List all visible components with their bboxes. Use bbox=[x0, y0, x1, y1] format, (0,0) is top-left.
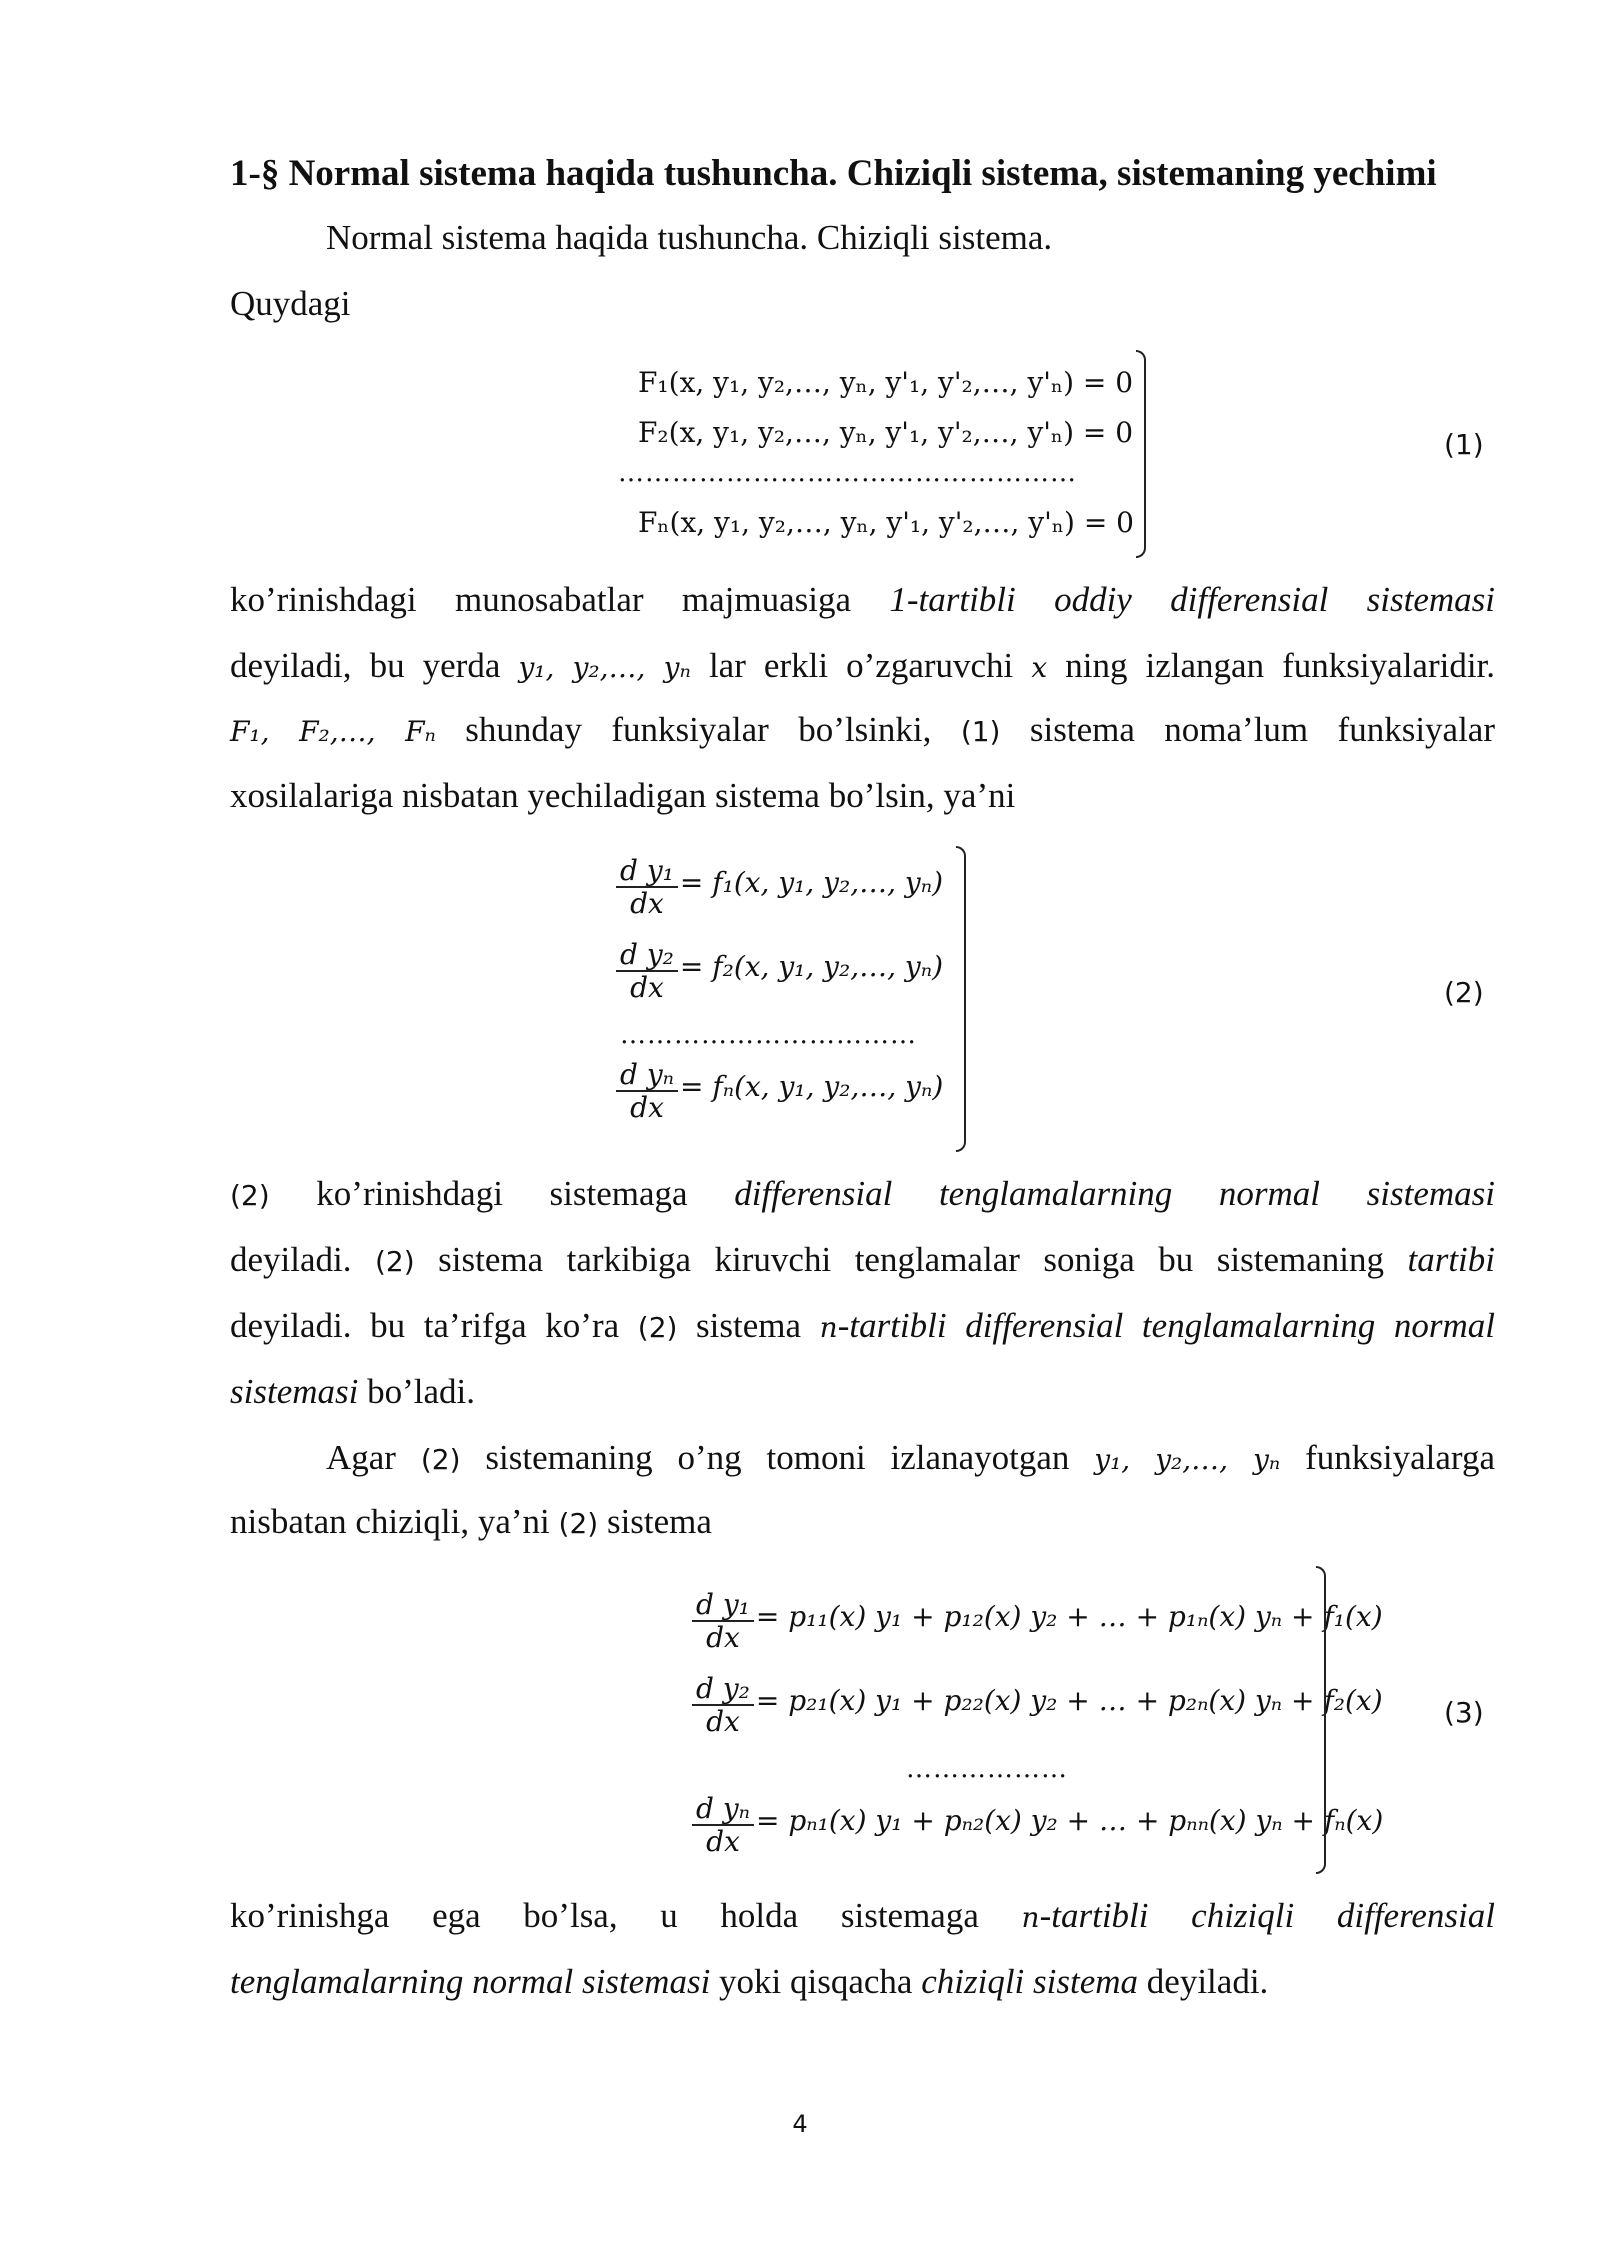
p1-l1-text: ko’rinishdagi munosabatlar majmuasiga bbox=[230, 580, 851, 619]
p4-l1-term: -tartibli chiziqli differensial bbox=[1039, 1896, 1496, 1935]
p3-l1-text-c: funksiyalarga bbox=[1305, 1438, 1495, 1477]
p2-line-2 bbox=[230, 1240, 1495, 1280]
p2-line-4 bbox=[230, 1372, 475, 1412]
subheading: Normal sistema haqida tushuncha. Chiziqli sistema. bbox=[326, 218, 1053, 257]
eq3-den-n: dx bbox=[706, 1825, 740, 1859]
p4-line-2 bbox=[230, 1962, 1268, 2002]
eq3-rhs-2: = p₂₁(x) y₁ + p₂₂(x) y₂ + … + p₂ₙ(x) yₙ + f₂(x) bbox=[755, 1683, 1383, 1717]
eq2-fraction-2 bbox=[616, 940, 678, 1004]
p3-l1-text-b: sistemaning o’ng tomoni izlanayotgan bbox=[485, 1438, 1070, 1477]
eq3-row-1 bbox=[692, 1590, 1383, 1654]
p2-l1-text: ko’rinishdagi sistemaga bbox=[316, 1174, 688, 1213]
p4-l1-n: n bbox=[1021, 1901, 1040, 1934]
p2-l1-ref: (2) bbox=[230, 1179, 270, 1212]
eq2-fraction-n bbox=[616, 1060, 678, 1124]
eq1-row-1: F₁(x, y₁, y₂,…, yₙ, y'₁, y'₂,…, y'ₙ) = 0 bbox=[638, 366, 1134, 399]
eq3-num-2: d y₂ bbox=[692, 1674, 754, 1706]
eq3-fraction-n bbox=[692, 1794, 754, 1858]
eq2-row-2 bbox=[616, 940, 943, 1004]
p1-l3-math: F₁, F₂,…, Fₙ bbox=[230, 715, 436, 748]
eq1-number: (1) bbox=[1444, 428, 1484, 461]
p1-l2-text: deyiladi, bu yerda bbox=[230, 646, 501, 685]
p2-l3-ref: (2) bbox=[637, 1311, 678, 1344]
p1-l2-x: x bbox=[1031, 651, 1048, 684]
eq3-row-2 bbox=[692, 1674, 1383, 1738]
p2-l2-term: tartibi bbox=[1407, 1240, 1495, 1279]
p3-l2-text-b: sistema bbox=[606, 1502, 712, 1541]
p3-line-1 bbox=[326, 1438, 1495, 1478]
p3-l2-ref: (2) bbox=[558, 1507, 599, 1540]
eq3-num-1: d y₁ bbox=[692, 1590, 754, 1622]
eq1-row-n: Fₙ(x, y₁, y₂,…, yₙ, y'₁, y'₂,…, y'ₙ) = 0 bbox=[638, 506, 1134, 539]
p2-l4-term: sistemasi bbox=[230, 1372, 359, 1411]
p1-l3-ref: (1) bbox=[960, 715, 1001, 748]
p2-line-3 bbox=[230, 1306, 1495, 1346]
p1-line-2 bbox=[230, 646, 1495, 686]
p1-l1-term: 1-tartibli oddiy differensial sistemasi bbox=[889, 580, 1495, 619]
eq3-den-2: dx bbox=[706, 1705, 740, 1739]
eq1-row-2: F₂(x, y₁, y₂,…, yₙ, y'₁, y'₂,…, y'ₙ) = 0 bbox=[638, 416, 1134, 449]
eq3-fraction-1 bbox=[692, 1590, 754, 1654]
section-title: 1-§ Normal sistema haqida tushuncha. Chiziqli sistema, sistemaning yechimi bbox=[230, 153, 1437, 194]
p1-line-4: xosilalariga nisbatan yechiladigan sistema bo’lsin, ya’ni bbox=[230, 776, 1016, 815]
p3-line-2 bbox=[230, 1502, 712, 1542]
p3-l1-text: Agar bbox=[326, 1438, 396, 1477]
p2-l4-text: bo’ladi. bbox=[367, 1372, 475, 1411]
p4-line-1 bbox=[230, 1896, 1495, 1936]
eq1-dots: …………………………………………… bbox=[618, 458, 1077, 488]
p4-l1-text: ko’rinishga ega bo’lsa, u holda sistemaga bbox=[230, 1896, 979, 1935]
eq2-row-n bbox=[616, 1060, 943, 1124]
eq2-num-n: d yₙ bbox=[616, 1060, 678, 1092]
eq3-den-1: dx bbox=[706, 1621, 740, 1655]
eq3-rhs-1: = p₁₁(x) y₁ + p₁₂(x) y₂ + … + p₁ₙ(x) yₙ + f₁(x) bbox=[755, 1599, 1383, 1633]
p1-l3-text-b: sistema noma’lum funksiyalar bbox=[1029, 710, 1495, 749]
p4-l2-text-b: deyiladi. bbox=[1146, 1962, 1269, 2001]
quydagi-text: Quydagi bbox=[230, 284, 351, 323]
p2-l3-text-b: sistema bbox=[696, 1306, 802, 1345]
page-number: 4 bbox=[792, 2110, 808, 2138]
eq2-den-2: dx bbox=[630, 971, 664, 1005]
p2-l1-term: differensial tenglamalarning normal sistemasi bbox=[734, 1174, 1495, 1213]
p2-l3-text: deyiladi. bu ta’rifga ko’ra bbox=[230, 1306, 620, 1345]
p2-l3-term: -tartibli differensial tenglamalarning normal bbox=[837, 1306, 1495, 1345]
eq3-num-n: d yₙ bbox=[692, 1794, 754, 1826]
p2-l3-n: n bbox=[819, 1311, 838, 1344]
eq3-fraction-2 bbox=[692, 1674, 754, 1738]
eq2-row-1 bbox=[616, 856, 943, 920]
eq3-brace bbox=[1316, 1566, 1326, 1874]
p1-l2-math: y₁, y₂,…, yₙ bbox=[518, 651, 691, 684]
eq2-num-1: d y₁ bbox=[616, 856, 678, 888]
eq2-rhs-2: = f₂(x, y₁, y₂,…, yₙ) bbox=[679, 949, 944, 983]
p2-line-1 bbox=[230, 1174, 1495, 1214]
eq2-rhs-1: = f₁(x, y₁, y₂,…, yₙ) bbox=[679, 865, 944, 899]
eq3-row-n bbox=[692, 1794, 1383, 1858]
eq2-brace bbox=[956, 846, 966, 1152]
eq2-rhs-n: = fₙ(x, y₁, y₂,…, yₙ) bbox=[680, 1069, 944, 1103]
p2-l2-ref: (2) bbox=[375, 1245, 415, 1278]
p4-l2-term: tenglamalarning normal sistemasi bbox=[230, 1962, 711, 2001]
eq1-brace bbox=[1136, 350, 1146, 558]
p2-l2-text-b: sistema tarkibiga kiruvchi tenglamalar soniga bu sistemaning bbox=[438, 1240, 1384, 1279]
eq2-den-n: dx bbox=[630, 1091, 664, 1125]
p2-l2-text: deyiladi. bbox=[230, 1240, 352, 1279]
p1-l2-text-b: lar erkli o’zgaruvchi bbox=[708, 646, 1014, 685]
p4-l2-term-b: chiziqli sistema bbox=[921, 1962, 1139, 2001]
p1-l3-text: shunday funksiyalar bo’lsinki, bbox=[465, 710, 932, 749]
p1-line-3 bbox=[230, 710, 1495, 750]
eq2-dots: …………………………… bbox=[620, 1020, 917, 1050]
eq2-den-1: dx bbox=[630, 887, 664, 921]
p3-l1-ref: (2) bbox=[420, 1443, 461, 1476]
p1-line-1 bbox=[230, 580, 1495, 620]
eq2-number: (2) bbox=[1444, 976, 1484, 1009]
eq2-fraction-1 bbox=[616, 856, 678, 920]
p1-l2-text-c: ning izlangan funksiyalaridir. bbox=[1065, 646, 1496, 685]
p3-l2-text: nisbatan chiziqli, ya’ni bbox=[230, 1502, 550, 1541]
eq3-rhs-n: = pₙ₁(x) y₁ + pₙ₂(x) y₂ + … + pₙₙ(x) yₙ + fₙ(x) bbox=[756, 1803, 1384, 1837]
eq3-number: (3) bbox=[1444, 1696, 1484, 1729]
eq2-num-2: d y₂ bbox=[616, 940, 678, 972]
p3-l1-math: y₁, y₂,…, yₙ bbox=[1094, 1443, 1281, 1476]
eq3-dots: ……………… bbox=[906, 1754, 1068, 1784]
p4-l2-text: yoki qisqacha bbox=[719, 1962, 913, 2001]
